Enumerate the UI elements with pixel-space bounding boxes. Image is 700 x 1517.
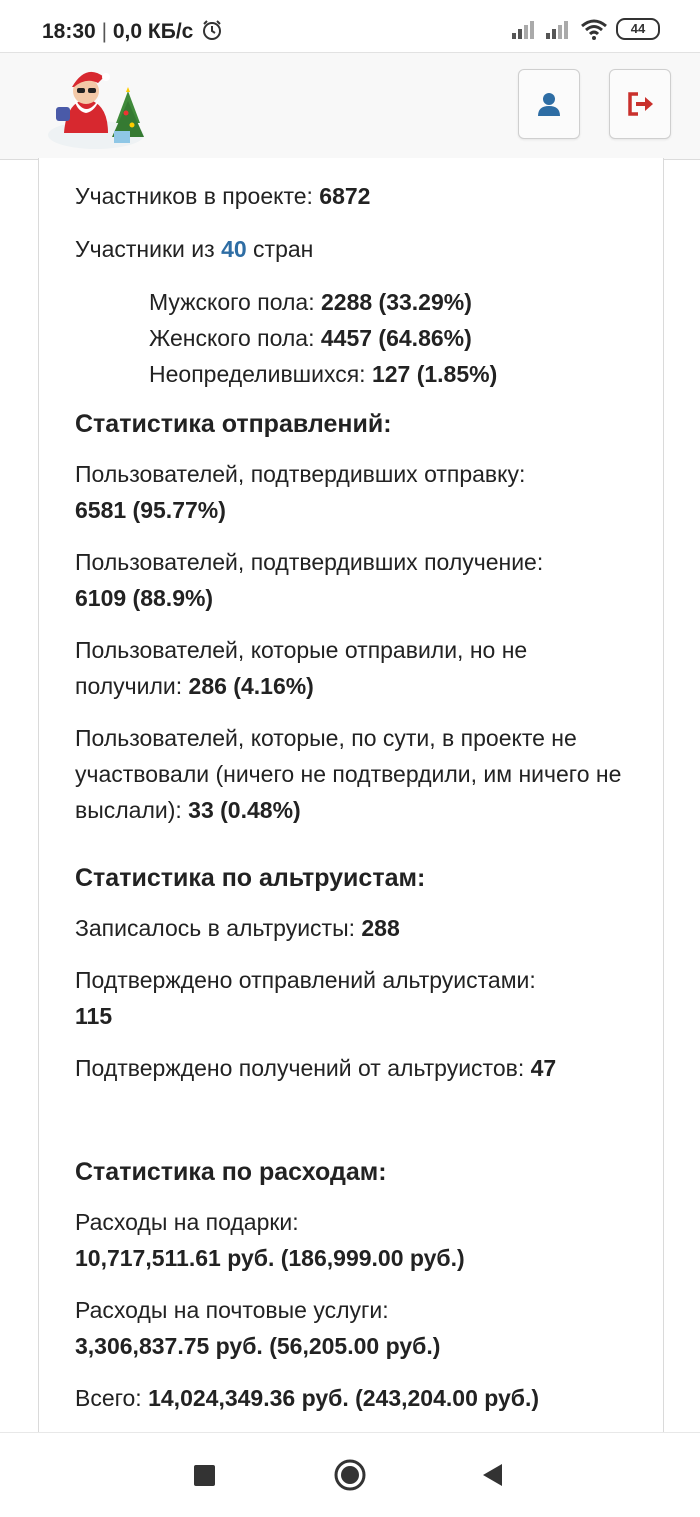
- expenses-gifts-label: Расходы на подарки:: [75, 1209, 299, 1235]
- altruists-title: Статистика по альтруистам:: [75, 864, 426, 892]
- system-nav-bar: [0, 1432, 700, 1517]
- female-label: Женского пола:: [149, 325, 315, 351]
- expenses-gifts-value: 10,717,511.61 руб. (186,999.00 руб.): [75, 1245, 465, 1271]
- confirmed-sent: [75, 456, 635, 528]
- status-time: [42, 19, 223, 44]
- user-icon: [536, 91, 562, 117]
- altruists-signed-label: Записалось в альтруисты:: [75, 915, 355, 941]
- alarm-icon: [201, 19, 223, 41]
- logout-icon: [626, 91, 654, 117]
- altruists-sent: [75, 962, 635, 1034]
- sending-title: Статистика отправлений:: [75, 410, 392, 438]
- altruists-sent-value: 115: [75, 1003, 113, 1029]
- altruists-received: [75, 1050, 635, 1086]
- status-separator: |: [101, 20, 108, 43]
- participants-value: 6872: [319, 183, 371, 209]
- altruists-received-value: 47: [530, 1055, 557, 1081]
- stats-panel: [38, 158, 664, 1432]
- clock: 18:30: [42, 20, 96, 43]
- undefined-label: Неопределившихся:: [149, 361, 366, 387]
- confirmed-received-value: 6109 (88.9%): [75, 585, 214, 611]
- countries-prefix: Участники из: [75, 236, 215, 262]
- female-line: [149, 320, 635, 356]
- expenses-postal-value: 3,306,837.75 руб. (56,205.00 руб.): [75, 1333, 441, 1359]
- altruists-received-label: Подтверждено получений от альтруистов:: [75, 1055, 525, 1081]
- participants-label: Участников в проекте:: [75, 183, 313, 209]
- network-speed: 0,0 КБ/с: [112, 20, 194, 43]
- participants-total: [75, 178, 635, 214]
- sent-not-received-value: 286 (4.16%): [188, 673, 314, 699]
- expenses-postal: [75, 1292, 635, 1364]
- countries-line: [75, 231, 635, 267]
- expenses-title: Статистика по расходам:: [75, 1158, 387, 1186]
- expenses-total-value: 14,024,349.36 руб. (243,204.00 руб.): [148, 1385, 540, 1411]
- home-icon[interactable]: [334, 1459, 366, 1491]
- confirmed-sent-label: Пользователей, подтвердивших отправку:: [75, 461, 526, 487]
- expenses-gifts: [75, 1204, 635, 1276]
- male-line: [149, 284, 635, 320]
- signal-icon: [546, 19, 572, 39]
- altruists-sent-label: Подтверждено отправлений альтруистами:: [75, 967, 536, 993]
- wifi-icon: [580, 18, 608, 40]
- undefined-value: 127 (1.85%): [371, 361, 498, 387]
- female-value: 4457 (64.86%): [320, 325, 472, 351]
- battery-icon: 44: [616, 18, 660, 40]
- confirmed-received: [75, 544, 635, 616]
- altruists-signed-value: 288: [361, 915, 400, 941]
- signal-icon: [512, 19, 538, 39]
- gender-breakdown: [75, 284, 635, 392]
- confirmed-sent-value: 6581 (95.77%): [75, 497, 226, 523]
- logout-button[interactable]: [609, 69, 671, 139]
- not-participated-label: Пользователей, которые, по сути, в проекте не участвовали (ничего не подтвердили, им ничего не выслали):: [75, 725, 622, 823]
- status-icons: [512, 18, 660, 40]
- male-value: 2288 (33.29%): [320, 289, 472, 315]
- altruists-signed: [75, 910, 635, 946]
- expenses-total-label: Всего:: [75, 1385, 142, 1411]
- status-bar: [0, 0, 700, 60]
- male-label: Мужского пола:: [149, 289, 315, 315]
- santa-logo-icon[interactable]: [46, 63, 156, 151]
- not-participated: [75, 720, 635, 828]
- back-icon[interactable]: [482, 1463, 504, 1487]
- countries-suffix: стран: [253, 236, 314, 262]
- stats-content: [75, 178, 635, 1416]
- expenses-postal-label: Расходы на почтовые услуги:: [75, 1297, 389, 1323]
- undefined-line: [149, 356, 635, 392]
- recent-apps-icon[interactable]: [194, 1465, 215, 1486]
- app-header: [0, 52, 700, 160]
- confirmed-received-label: Пользователей, подтвердивших получение:: [75, 549, 544, 575]
- countries-value: 40: [221, 236, 247, 262]
- sent-not-received: [75, 632, 635, 704]
- sent-not-received-label: Пользователей, которые отправили, но не получили:: [75, 637, 528, 699]
- profile-button[interactable]: [518, 69, 580, 139]
- not-participated-value: 33 (0.48%): [188, 797, 301, 823]
- expenses-total: [75, 1380, 635, 1416]
